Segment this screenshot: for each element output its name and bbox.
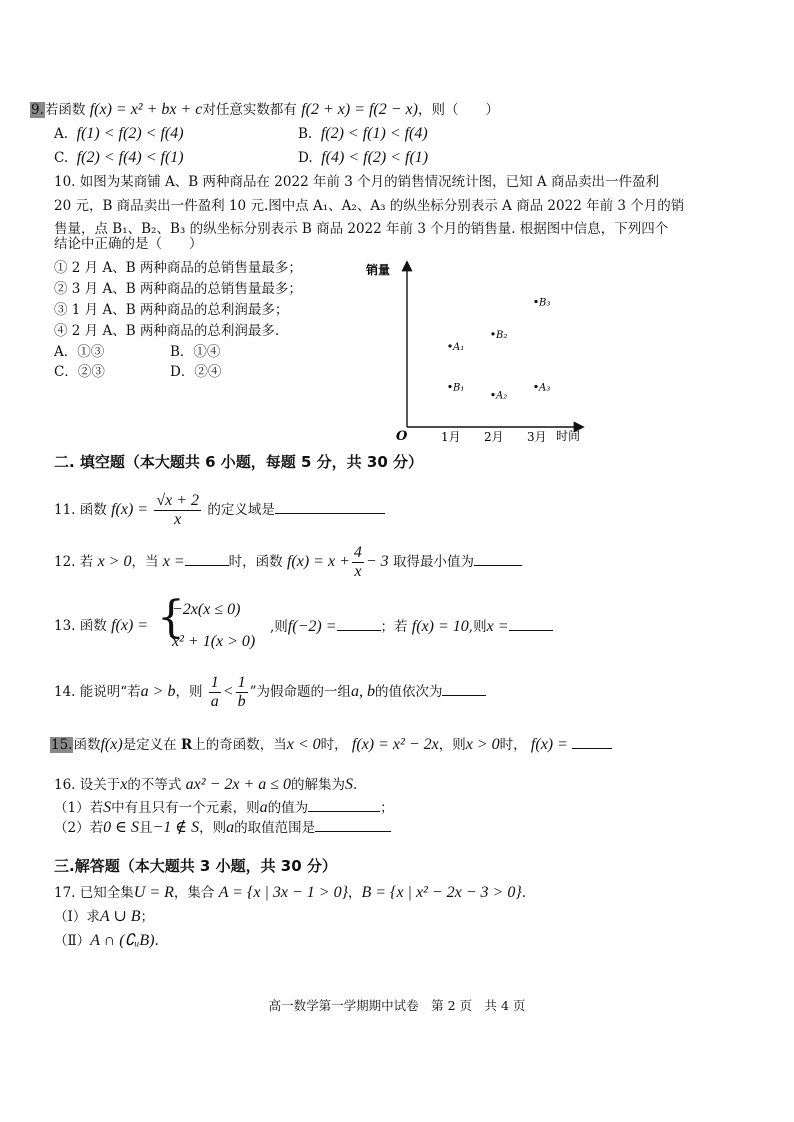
q9-option-a: A. f(1) < f(2) < f(4) bbox=[54, 125, 184, 142]
q13-tail: ,则f(−2) = ；若 f(x) = 10,则x = bbox=[270, 616, 553, 637]
q10-statement-4: ④ 2 月 A、B 两种商品的总利润最多. bbox=[54, 323, 280, 339]
q10-line-2: 20 元，B 商品卖出一件盈利 10 元.图中点 A₁、A₂、A₃ 的纵坐标分别表示 A 商品 2022 年前 3 个月的销 bbox=[54, 198, 685, 214]
q16-part-1: （1）若S中有且只有一个元素，则a的值为 ； bbox=[54, 799, 394, 816]
q13-blank-1[interactable] bbox=[337, 616, 381, 631]
q10-statement-3: ③ 1 月 A、B 两种商品的总利润最多； bbox=[54, 302, 289, 318]
q10-line-3: 售量，点 B₁、B₂、B₃ 的纵坐标分别表示 B 商品 2022 年前 3 个月的销售量. 根据图中信息，下列四个 bbox=[54, 221, 669, 237]
q10-line-4: 结论中正确的是（ ） bbox=[54, 236, 203, 252]
x-tick-label: 2月 bbox=[484, 430, 504, 444]
point-b2 bbox=[491, 332, 494, 335]
q9-stem: 9.若函数 f(x) = x² + bx + c对任意实数都有 f(2 + x) = f(2 − x)，则（ ） bbox=[31, 101, 499, 118]
point-a1 bbox=[448, 344, 451, 347]
q11-blank[interactable] bbox=[275, 499, 385, 514]
q13-label: 13. 函数 f(x) = bbox=[54, 617, 149, 634]
q15-number: 15. bbox=[51, 737, 73, 753]
q16-blank-1[interactable] bbox=[308, 797, 380, 812]
q15: 15.函数f(x)是定义在 R上的奇函数，当x < 0时， f(x) = x² − 2x，则x > 0时， f(x) = bbox=[50, 734, 612, 755]
q13-case-1: −2x(x ≤ 0) bbox=[172, 601, 241, 618]
point-label-b1: B₁ bbox=[453, 382, 465, 394]
point-label-a3: A₃ bbox=[539, 382, 551, 394]
point-b1 bbox=[448, 385, 451, 388]
q10-statement-2: ② 3 月 A、B 两种商品的总销售量最多； bbox=[54, 281, 302, 297]
q17-part-1: （Ⅰ）求A ∪ B； bbox=[54, 908, 155, 925]
q13-brace: { bbox=[157, 592, 185, 643]
q14: 14. 能说明“若a > b，则 $\frac{1}{a}$ < $\frac{1}{b}$ ”为假命题的一组a, b的值依次为 bbox=[54, 672, 486, 712]
q15-blank[interactable] bbox=[572, 734, 612, 749]
q13-blank-2[interactable] bbox=[509, 616, 553, 631]
q12: 12. 若 x > 0，当 x = 时，函数 f(x) = x + $\frac{4}{x}$ − 3 取得最小值为 bbox=[54, 542, 522, 582]
x-tick-label: 1月 bbox=[441, 430, 461, 444]
q10-option-b: B．①④ bbox=[170, 344, 221, 360]
q17-stem: 17. 已知全集U = R，集合 A = {x | 3x − 1 > 0}，B = {x | x² − 2x − 3 > 0}. bbox=[54, 884, 527, 901]
q10-option-d: D．②④ bbox=[170, 364, 222, 380]
q11-fraction: $\frac{√x + 2}{x}$ bbox=[156, 492, 200, 528]
q10-line-1: 10. 如图为某商铺 A、B 两种商品在 2022 年前 3 个月的销售情况统计图，已知 A 商品卖出一件盈利 bbox=[54, 174, 659, 190]
point-a2 bbox=[491, 393, 494, 396]
q9-option-b: B. f(2) < f(1) < f(4) bbox=[298, 125, 428, 142]
q9-option-c: C. f(2) < f(4) < f(1) bbox=[54, 149, 184, 166]
q14-blank[interactable] bbox=[442, 681, 486, 696]
x-axis-label: 时间 bbox=[556, 429, 581, 443]
x-tick-label: 3月 bbox=[527, 430, 547, 444]
q10-option-a: A．①③ bbox=[54, 344, 105, 360]
point-label-b2: B₂ bbox=[496, 329, 508, 341]
point-label-a2: A₂ bbox=[496, 390, 508, 402]
q12-blank-min[interactable] bbox=[474, 551, 522, 566]
section-3-title: 三.解答题（本大题共 3 小题，共 30 分） bbox=[54, 857, 337, 875]
q9-option-d: D. f(4) < f(2) < f(1) bbox=[298, 149, 429, 166]
sales-chart bbox=[360, 255, 590, 447]
q16-stem: 16. 设关于x的不等式 ax² − 2x + a ≤ 0的解集为S. bbox=[54, 776, 358, 793]
y-axis-label: 销量 bbox=[366, 263, 391, 277]
point-label-b3: B₃ bbox=[539, 297, 551, 309]
section-2-title: 二. 填空题（本大题共 6 小题，每题 5 分，共 30 分） bbox=[54, 453, 424, 471]
point-b3 bbox=[534, 300, 537, 303]
q10-statement-1: ① 2 月 A、B 两种商品的总销售量最多； bbox=[54, 260, 302, 276]
q12-blank-x[interactable] bbox=[185, 551, 229, 566]
q13-case-2: x² + 1(x > 0) bbox=[172, 633, 256, 650]
q9-number: 9. bbox=[31, 102, 44, 118]
origin-label: O bbox=[396, 429, 408, 444]
point-a3 bbox=[534, 385, 537, 388]
point-label-a1: A₁ bbox=[453, 342, 465, 353]
q16-blank-2[interactable] bbox=[315, 817, 391, 832]
page-footer: 高一数学第一学期期中试卷 第 2 页 共 4 页 bbox=[268, 998, 526, 1013]
q10-option-c: C．②③ bbox=[54, 364, 105, 380]
q11: 11. 函数 f(x) = $\frac{√x + 2}{x}$ 的定义域是 bbox=[54, 490, 385, 530]
q17-part-2: （Ⅱ）A ∩ (∁ᵤB). bbox=[54, 932, 159, 949]
q16-part-2: （2）若0 ∈ S且−1 ∉ S，则a的取值范围是 bbox=[54, 817, 391, 838]
